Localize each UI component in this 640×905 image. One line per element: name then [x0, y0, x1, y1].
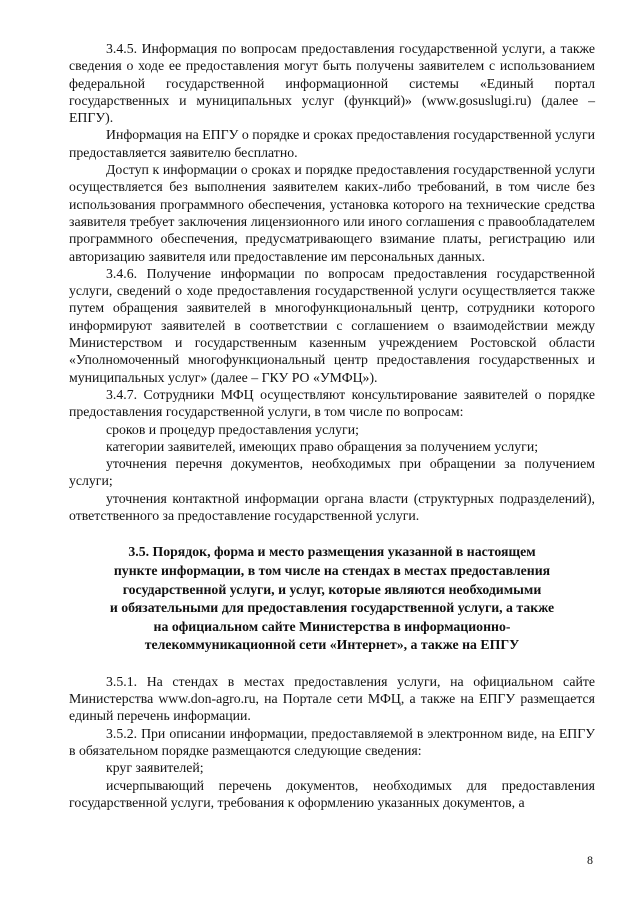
- paragraph-epgu-free: Информация на ЕПГУ о порядке и сроках предоставления государственной услуги предоставляется заявителю бесплатно.: [69, 127, 595, 160]
- spacer: [69, 655, 595, 673]
- section-heading-3-5: [69, 543, 595, 655]
- document-body: [69, 40, 595, 811]
- list-item-document-list: исчерпывающий перечень документов, необходимых для предоставления государственной услуги, требования к оформлению указанных документов, а: [69, 777, 595, 810]
- paragraph-3-4-7: 3.4.7. Сотрудники МФЦ осуществляют консультирование заявителей о порядке предоставления государственной услуги, в том числе по вопросам:: [69, 386, 595, 420]
- list-item-applicants: круг заявителей;: [106, 760, 204, 776]
- heading-line: 3.5. Порядок, форма и место размещения указанной в настоящем: [128, 544, 536, 560]
- list-item-documents: уточнения перечня документов, необходимых при обращении за получением услуги;: [69, 456, 595, 489]
- heading-line: телекоммуникационной сети «Интернет», а также на ЕПГУ: [144, 637, 520, 653]
- list-item-applicant-categories: категории заявителей, имеющих право обращения за получением услуги;: [106, 438, 539, 454]
- paragraph-3-4-5: 3.4.5. Информация по вопросам предоставления государственной услуги, а также сведения о ходе ее предоставления могут быть получены заявителем с использованием федеральной государственной информационной системы «Единый портал государственных и муниципальных услуг (функций)» (www.gosuslugi.ru) (далее – ЕПГУ).: [69, 41, 595, 126]
- paragraph-3-5-2: 3.5.2. При описании информации, предоставляемой в электронном виде, на ЕПГУ в обязательном порядке размещаются следующие сведения:: [69, 725, 595, 759]
- list-item-terms: сроков и процедур предоставления услуги;: [106, 421, 359, 437]
- spacer: [69, 524, 595, 543]
- paragraph-access-info: Доступ к информации о сроках и порядке предоставления государственной услуги осуществляется без выполнения заявителем каких-либо требований, в том числе без использования программного обеспечения, установка которого на технические средства заявителя требует заключения лицензионного или иного соглашения с правообладателем программного обеспечения, предусматривающего взимание платы, регистрацию или авторизацию заявителя или предоставление им персональных данных.: [69, 162, 595, 264]
- heading-line: и обязательными для предоставления государственной услуги, а также: [109, 600, 555, 616]
- heading-line: пункте информации, в том числе на стендах в местах предоставления: [113, 562, 551, 578]
- paragraph-3-4-6: 3.4.6. Получение информации по вопросам предоставления государственной услуги, сведений о ходе предоставления государственной услуги осуществляется также путем обращения заявителей в многофункциональный центр, сотрудники которого информируют заявителей в соответствии с соглашением о взаимодействии между Министерством и государственным казенным учреждением Ростовской области «Уполномоченный многофункциональный центр предоставления государственных и муниципальных услуг» (далее – ГКУ РО «УМФЦ»).: [69, 265, 595, 385]
- list-item-contacts: уточнения контактной информации органа власти (структурных подразделений), ответственного за предоставление государственной услуги.: [69, 490, 595, 524]
- heading-line: на официальном сайте Министерства в информационно-: [153, 618, 511, 634]
- paragraph-3-5-1: 3.5.1. На стендах в местах предоставления услуги, на официальном сайте Министерства www.don-agro.ru, на Портале сети МФЦ, а также на ЕПГУ размещается единый перечень информации.: [69, 673, 595, 724]
- page-number: 8: [587, 853, 593, 867]
- heading-line: государственной услуги, и услуг, которые являются необходимыми: [122, 581, 542, 597]
